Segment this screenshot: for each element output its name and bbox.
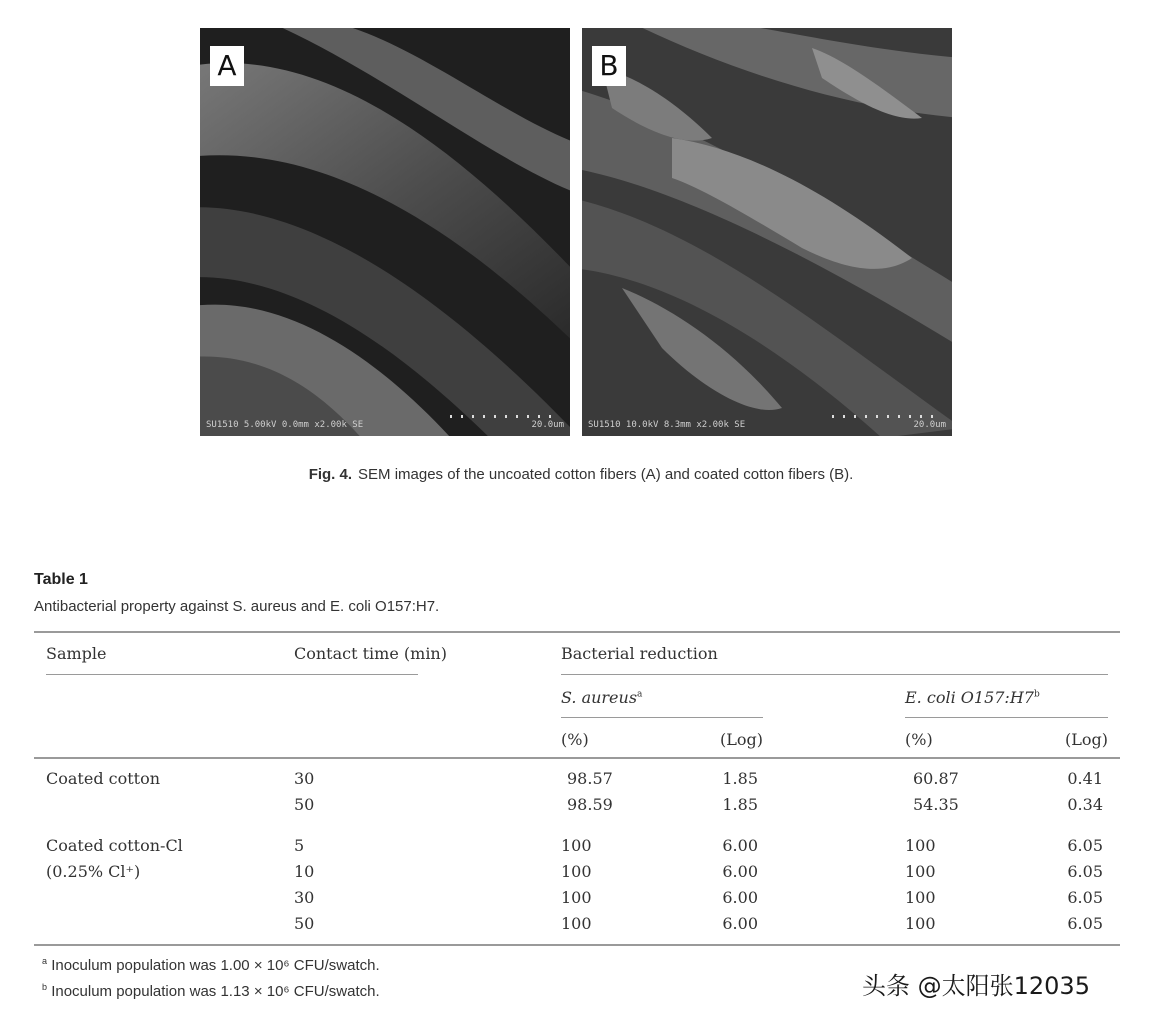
row-sa-pct: 98.57 bbox=[567, 769, 613, 788]
row-ec-pct: 100 bbox=[905, 862, 936, 881]
row-ec-pct: 100 bbox=[905, 836, 936, 855]
sem-parameters: SU1510 10.0kV 8.3mm x2.00k SE bbox=[588, 420, 746, 430]
figure-caption bbox=[0, 466, 1162, 483]
row-time: 50 bbox=[294, 795, 315, 814]
table-title: Table 1 bbox=[34, 571, 88, 588]
footnote-a-mark: a bbox=[42, 956, 48, 966]
row-time: 10 bbox=[294, 862, 315, 881]
header-underline-e-coli bbox=[905, 717, 1108, 718]
row-ec-pct: 54.35 bbox=[913, 795, 959, 814]
table-bottom-rule bbox=[34, 944, 1120, 946]
row-ec-log: 6.05 bbox=[1067, 862, 1103, 881]
watermark: 头条 @太阳张12035 bbox=[862, 972, 1090, 1000]
row-sample: Coated cotton bbox=[46, 769, 161, 788]
row-sa-log: 6.00 bbox=[722, 914, 758, 933]
sem-info-bar bbox=[582, 420, 952, 430]
row-time: 30 bbox=[294, 888, 315, 907]
row-sample: Coated cotton-Cl bbox=[46, 836, 183, 855]
scale-label: 20.0um bbox=[531, 420, 564, 430]
footnote-mark-b: b bbox=[1033, 689, 1040, 700]
row-sa-pct: 98.59 bbox=[567, 795, 613, 814]
row-ec-log: 6.05 bbox=[1067, 888, 1103, 907]
row-sa-pct: 100 bbox=[561, 862, 592, 881]
header-sample: Sample bbox=[46, 644, 107, 663]
footnote-b-text: Inoculum population was 1.13 × 10⁶ CFU/swatch. bbox=[51, 983, 380, 1000]
scale-bar bbox=[832, 415, 942, 418]
row-ec-log: 0.41 bbox=[1067, 769, 1103, 788]
row-ec-pct: 100 bbox=[905, 914, 936, 933]
row-sa-log: 1.85 bbox=[722, 769, 758, 788]
footnote-mark-a: a bbox=[637, 689, 643, 700]
row-time: 30 bbox=[294, 769, 315, 788]
header-bacterial-reduction: Bacterial reduction bbox=[561, 644, 718, 663]
row-sa-log: 6.00 bbox=[722, 888, 758, 907]
row-sa-pct: 100 bbox=[561, 888, 592, 907]
header-contact-time: Contact time (min) bbox=[294, 644, 447, 663]
footnote-b bbox=[42, 982, 380, 1000]
header-log-s-aureus: (Log) bbox=[720, 730, 763, 749]
row-sa-log: 6.00 bbox=[722, 836, 758, 855]
header-underline-sample bbox=[46, 674, 418, 675]
row-ec-pct: 100 bbox=[905, 888, 936, 907]
header-pct-s-aureus: (%) bbox=[561, 730, 589, 749]
row-sa-pct: 100 bbox=[561, 914, 592, 933]
figure-caption-text: SEM images of the uncoated cotton fibers (A) and coated cotton fibers (B). bbox=[358, 466, 854, 483]
sem-info-bar bbox=[200, 420, 570, 430]
header-underline-s-aureus bbox=[561, 717, 763, 718]
sem-image-uncoated bbox=[200, 28, 570, 436]
footnote-b-mark: b bbox=[42, 982, 48, 992]
header-s-aureus bbox=[561, 688, 642, 707]
row-ec-log: 0.34 bbox=[1067, 795, 1103, 814]
table-top-rule bbox=[34, 631, 1120, 633]
header-underline-reduction bbox=[561, 674, 1108, 675]
sem-parameters: SU1510 5.00kV 0.0mm x2.00k SE bbox=[206, 420, 364, 430]
header-pct-e-coli: (%) bbox=[905, 730, 933, 749]
e-coli-label: E. coli O157:H7 bbox=[905, 688, 1034, 707]
row-ec-log: 6.05 bbox=[1067, 836, 1103, 855]
footnote-a-text: Inoculum population was 1.00 × 10⁶ CFU/swatch. bbox=[51, 957, 380, 974]
row-sample: (0.25% Cl⁺) bbox=[46, 862, 141, 881]
scale-bar bbox=[450, 415, 560, 418]
header-e-coli bbox=[905, 688, 1040, 707]
footnote-a bbox=[42, 956, 380, 974]
row-sa-log: 1.85 bbox=[722, 795, 758, 814]
row-ec-log: 6.05 bbox=[1067, 914, 1103, 933]
sem-image-coated bbox=[582, 28, 952, 436]
s-aureus-label: S. aureus bbox=[561, 688, 638, 707]
row-time: 50 bbox=[294, 914, 315, 933]
scale-label: 20.0um bbox=[913, 420, 946, 430]
panel-label-b: B bbox=[592, 46, 626, 86]
header-log-e-coli: (Log) bbox=[1065, 730, 1108, 749]
table-caption: Antibacterial property against S. aureus and E. coli O157:H7. bbox=[34, 598, 440, 615]
table-header-rule bbox=[34, 757, 1120, 759]
figure-label: Fig. 4. bbox=[308, 466, 353, 483]
row-time: 5 bbox=[294, 836, 305, 855]
row-sa-pct: 100 bbox=[561, 836, 592, 855]
row-sa-log: 6.00 bbox=[722, 862, 758, 881]
panel-label-a: A bbox=[210, 46, 244, 86]
row-ec-pct: 60.87 bbox=[913, 769, 959, 788]
